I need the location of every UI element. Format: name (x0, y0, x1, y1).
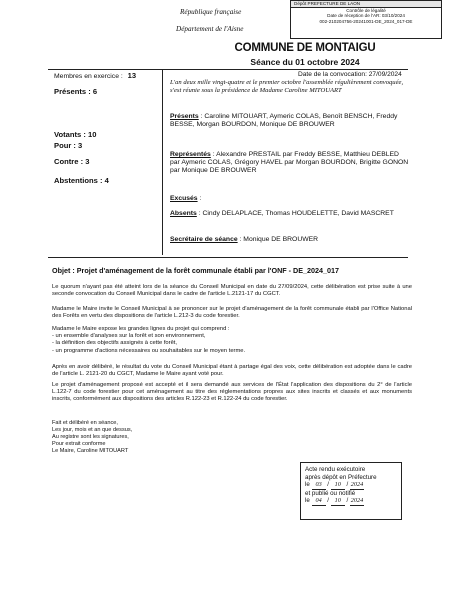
excuses-label: Excusés (170, 195, 198, 202)
absents-label: Absents (170, 210, 197, 217)
body-paragraph-1: Le quorum n'ayant pas été atteint lors de la séance du Conseil Municipal en date du 27/09/2024, cette délibération est prise suite à une seconde convocation du Conseil Municipal dans le cadre de l'article L.2121-17 du CGCT. (52, 284, 412, 298)
month-field: 10 (331, 481, 345, 490)
executoire-line-2: après dépôt en Préfecture (305, 473, 377, 481)
body-paragraph-2: Madame le Maire invite le Conseil Municipal à se prononcer sur le projet d'aménagement de la forêt communale établi par l'Office National des Forêts en vertu des dispositions de l'article L.212-3 du code forestier. (52, 306, 412, 320)
date-separator: / (346, 481, 349, 489)
objet-divider (48, 257, 408, 258)
absents-text: : Cindy DELAPLACE, Thomas HOUDELETTE, David MASCRET (198, 210, 394, 217)
representes-block (170, 151, 410, 176)
presents-block (170, 113, 410, 129)
body-paragraph-4: Après en avoir délibéré, le résultat du vote du Conseil Municipal étant à partage égal des voix, cette délibération est adoptée dans le cadre de l'article L. 2121-20 du CGCT, Madame le Maire ayant voté pour. (52, 364, 412, 378)
body-paragraph-3 (52, 326, 412, 355)
commune-title: COMMUNE DE MONTAIGU (234, 42, 376, 54)
list-item: - la définition des objectifs assignés à cette forêt, (52, 340, 178, 347)
contre-count: Contre : 3 (54, 157, 90, 166)
year-field: 2024 (350, 497, 364, 505)
signature-line-4: Pour extrait conforme (52, 441, 106, 447)
body-paragraph-5: Le projet d'aménagement proposé est accepté et il sera demandé aux services de l'État l'application des dispositions du 2° de l'article L.122-7 du code forestier pour cet aménagement au titre des réglementations propres aux sites inscrits et classés et aux monuments inscrits, conformément aux dispositions des articles R.122-23 et R.122-24 du code forestier. (52, 382, 412, 403)
abstentions-count: Abstentions : 4 (54, 176, 109, 185)
signature-line-1: Fait et délibéré en séance, (52, 420, 118, 426)
presents-count: Présents : 6 (54, 87, 98, 96)
representes-label: Représentés (170, 151, 211, 158)
absents-block (170, 210, 410, 218)
stamp-line-2: Contrôle de légalité (346, 7, 386, 13)
day-field: 04 (312, 497, 326, 506)
date-separator: / (327, 497, 330, 505)
signature-block (52, 420, 132, 455)
executoire-box (300, 462, 402, 520)
secretaire-label: Secrétaire de séance (170, 236, 238, 243)
department-label: Département de l'Aisne (176, 25, 244, 33)
objet-title: Objet : Projet d'aménagement de la forêt communale établi par l'ONF - DE_2024_017 (52, 266, 340, 275)
secretaire-text: : Monique DE BROUWER (239, 236, 319, 243)
signature-line-3: Au registre sont les signatures, (52, 434, 129, 440)
convocation-date: Date de la convocation: 27/09/2024 (298, 71, 402, 78)
excuses-block (170, 195, 410, 203)
membres-value: 13 (127, 71, 137, 80)
executoire-date-1 (305, 481, 397, 490)
prefecture-stamp (290, 0, 442, 39)
le-label: le (305, 481, 310, 489)
column-divider (162, 70, 163, 255)
list-item: - un programme d'actions nécessaires ou souhaitables sur le moyen terme. (52, 347, 246, 354)
list-item: - un ensemble d'analyses sur la forêt et son environnement, (52, 333, 206, 340)
pour-count: Pour : 3 (54, 141, 83, 150)
date-separator: / (346, 497, 349, 505)
executoire-line-4: et publié ou notifié (305, 489, 356, 497)
presents-text: : Caroline MITOUART, Aymeric COLAS, Benoît BENSCH, Freddy BESSE, Morgan BOURDON, Monique DE BROUWER (170, 113, 398, 129)
presents-label: Présents (170, 113, 199, 120)
signature-line-2: Les jour, mois et an que dessus, (52, 427, 133, 433)
month-field: 10 (331, 497, 345, 506)
stamp-line-3: Date de réception de l'AR: 03/10/2024 (327, 13, 405, 19)
secretaire-block (170, 236, 410, 244)
membres-row (54, 71, 136, 80)
signature-line-5: Le Maire, Caroline MITOUART (52, 448, 129, 454)
executoire-line-1: Acte rendu exécutoire (305, 466, 366, 473)
votants-count: Votants : 10 (54, 130, 97, 139)
representes-text: : Alexandre PRESTAIL par Freddy BESSE, Matthieu DEBLED par Aymeric COLAS, Grégory HAVEL par Morgan BOURDON, Brigitte GONON par Monique DE BROUWER (170, 151, 409, 175)
republic-label: République française (180, 8, 242, 16)
intro-paragraph: L'an deux mille vingt-quatre et le premier octobre l'assemblée régulièrement convoquée, s'est réunie sous la présidence de Madame Caroline MITOUART (170, 79, 404, 94)
date-separator: / (327, 481, 330, 489)
executoire-date-2 (305, 497, 397, 506)
stamp-line-1: Dépôt PREFECTURE DE LAON (291, 1, 441, 8)
day-field: 03 (312, 481, 326, 490)
header-divider (48, 69, 408, 70)
le-label: le (305, 497, 310, 505)
seance-title: Séance du 01 octobre 2024 (250, 57, 360, 67)
excuses-text: : (199, 195, 202, 202)
year-field: 2024 (350, 481, 364, 489)
list-intro: Madame le Maire expose les grandes lignes du projet qui comprend : (52, 326, 230, 332)
membres-label: Membres en exercice : (54, 73, 123, 80)
stamp-line-4: 002-210204756-20241001-DE_2024_017-DE (319, 18, 413, 24)
